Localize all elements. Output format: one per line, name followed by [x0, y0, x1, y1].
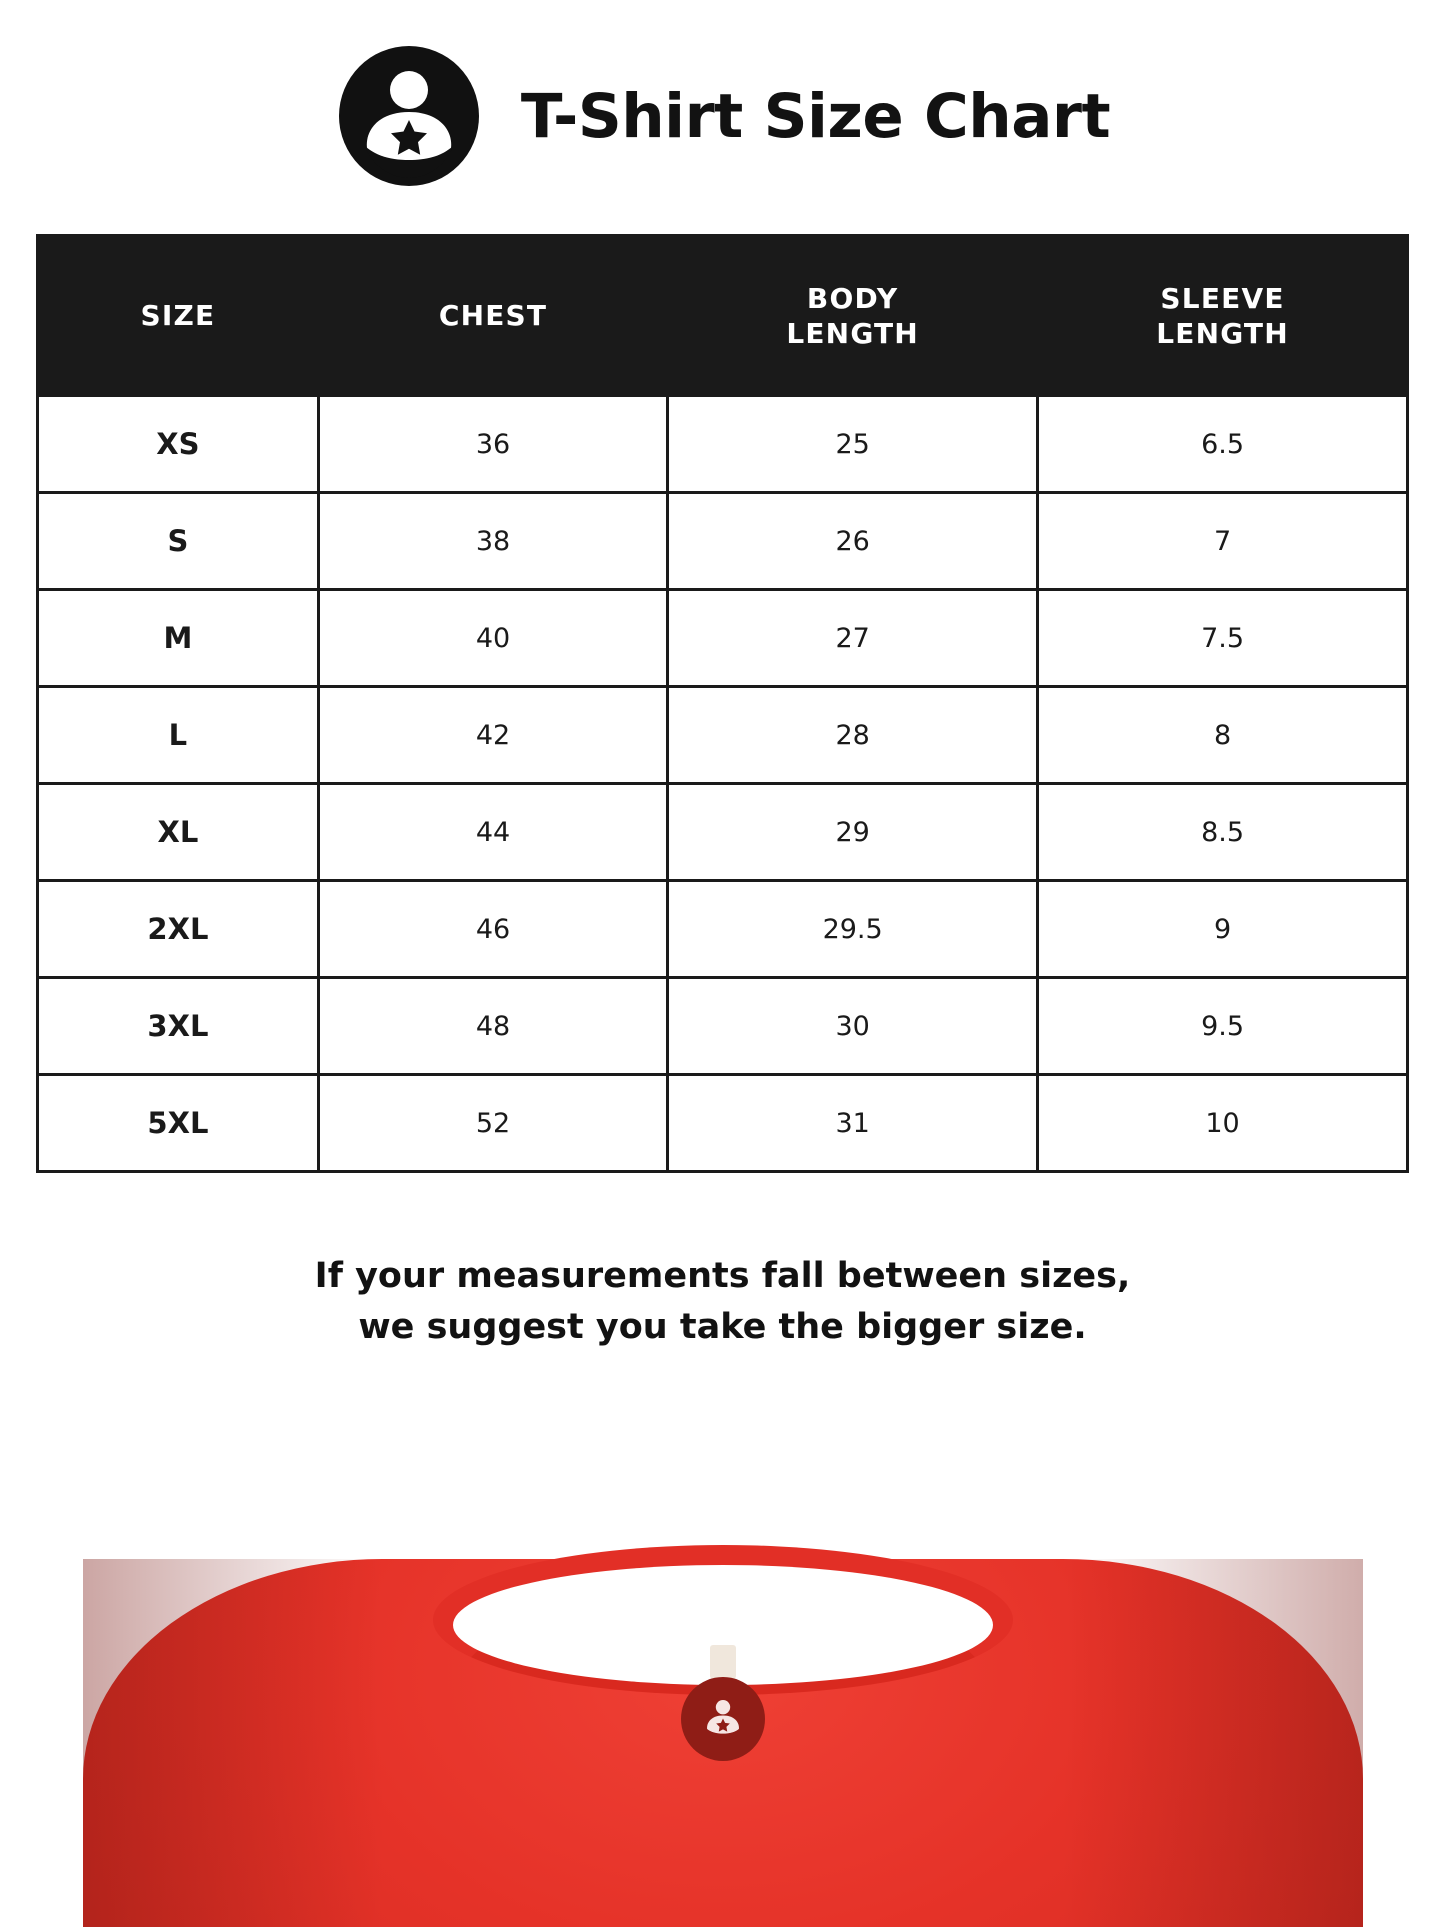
table-row	[38, 590, 1408, 687]
tshirt-care-tag	[710, 1645, 736, 1679]
cell-chest: 42	[318, 687, 667, 784]
table-row	[38, 978, 1408, 1075]
cell-chest: 44	[318, 784, 667, 881]
cell-sleeve-length: 9	[1038, 881, 1408, 978]
cell-size: 3XL	[38, 978, 319, 1075]
column-header-chest-line1: CHEST	[438, 299, 548, 332]
tshirt-shadow-left	[83, 1559, 383, 1927]
cell-chest: 40	[318, 590, 667, 687]
cell-sleeve-length: 8	[1038, 687, 1408, 784]
cell-size: 5XL	[38, 1075, 319, 1172]
column-header-body-length	[668, 236, 1038, 396]
sizing-note	[0, 1251, 1445, 1353]
cell-size: M	[38, 590, 319, 687]
cell-body-length: 27	[668, 590, 1038, 687]
cell-chest: 36	[318, 396, 667, 493]
cell-body-length: 29.5	[668, 881, 1038, 978]
page-header	[0, 0, 1445, 190]
cell-size: S	[38, 493, 319, 590]
cell-body-length: 26	[668, 493, 1038, 590]
column-header-body-length-line2: LENGTH	[786, 316, 919, 350]
cell-sleeve-length: 7.5	[1038, 590, 1408, 687]
column-header-body-length-line1: BODY	[806, 281, 899, 315]
table-row	[38, 687, 1408, 784]
cell-body-length: 29	[668, 784, 1038, 881]
cell-chest: 46	[318, 881, 667, 978]
sizing-note-line-2: we suggest you take the bigger size.	[358, 1306, 1087, 1347]
cell-body-length: 25	[668, 396, 1038, 493]
table-head	[38, 236, 1408, 396]
table-row	[38, 784, 1408, 881]
column-header-chest	[318, 236, 667, 396]
cell-sleeve-length: 8.5	[1038, 784, 1408, 881]
tshirt-body	[83, 1559, 1363, 1927]
cell-chest: 48	[318, 978, 667, 1075]
tshirt-shadow-right	[1063, 1559, 1363, 1927]
column-header-sleeve-length	[1038, 236, 1408, 396]
cell-chest: 52	[318, 1075, 667, 1172]
table-body	[38, 396, 1408, 1172]
cell-body-length: 31	[668, 1075, 1038, 1172]
cell-sleeve-length: 6.5	[1038, 396, 1408, 493]
cell-body-length: 30	[668, 978, 1038, 1075]
tshirt-photo	[0, 1537, 1445, 1927]
cell-size: 2XL	[38, 881, 319, 978]
column-header-size-line1: SIZE	[140, 299, 216, 332]
column-header-sleeve-length-line2: LENGTH	[1156, 316, 1289, 350]
table-row	[38, 1075, 1408, 1172]
cell-sleeve-length: 10	[1038, 1075, 1408, 1172]
cell-size: L	[38, 687, 319, 784]
tshirt-neck-label	[681, 1677, 765, 1761]
cell-sleeve-length: 9.5	[1038, 978, 1408, 1075]
column-header-size	[38, 236, 319, 396]
table-header-row	[38, 236, 1408, 396]
table-row	[38, 881, 1408, 978]
brand-person-logo-icon	[695, 1689, 751, 1749]
brand-person-logo-icon	[335, 42, 483, 190]
column-header-sleeve-length-line1: SLEEVE	[1160, 281, 1285, 315]
table-row	[38, 493, 1408, 590]
table-row	[38, 396, 1408, 493]
cell-size: XL	[38, 784, 319, 881]
cell-sleeve-length: 7	[1038, 493, 1408, 590]
size-table	[36, 234, 1409, 1173]
cell-chest: 38	[318, 493, 667, 590]
cell-body-length: 28	[668, 687, 1038, 784]
sizing-note-line-1: If your measurements fall between sizes,	[314, 1256, 1131, 1296]
page-title: T-Shirt Size Chart	[520, 80, 1111, 152]
cell-size: XS	[38, 396, 319, 493]
size-table-container	[36, 234, 1409, 1173]
